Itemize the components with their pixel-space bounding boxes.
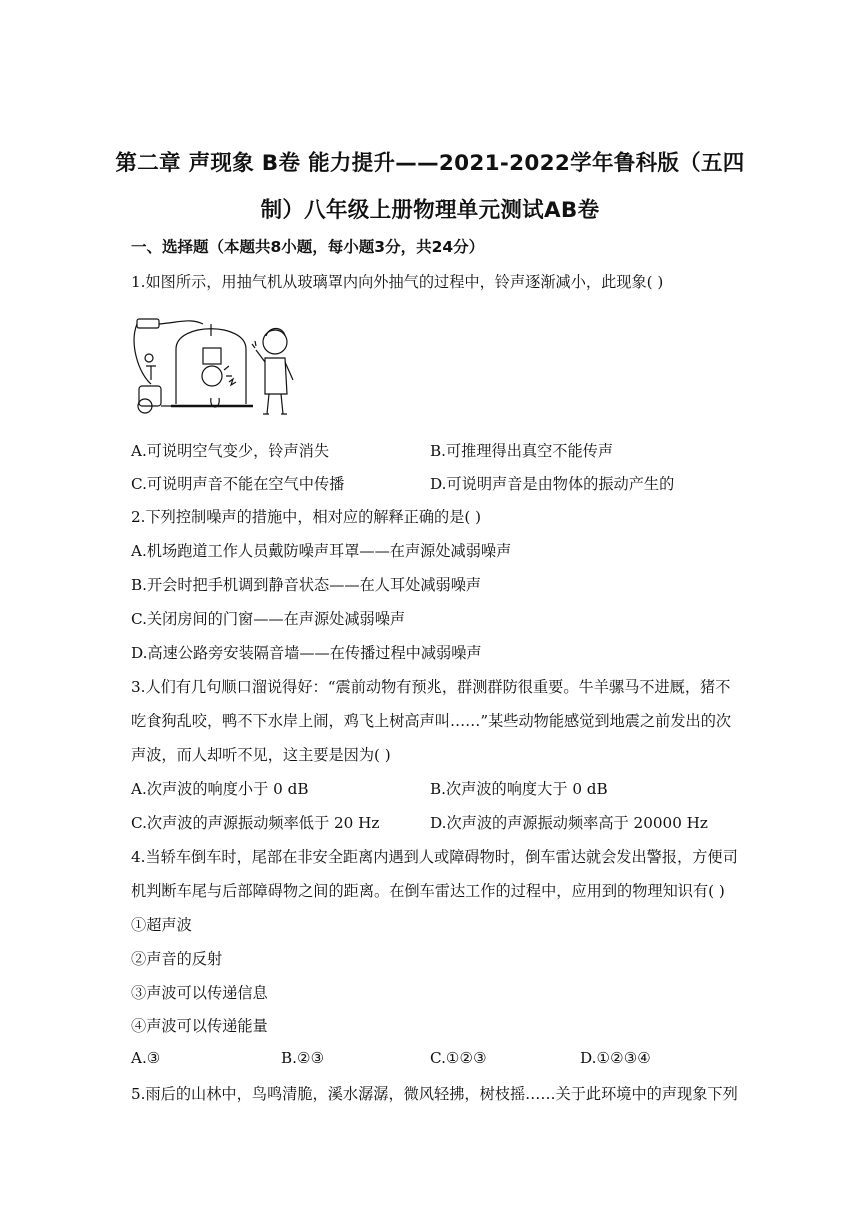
q1-option-b: B.可推理得出真空不能传声: [430, 442, 614, 460]
q2-stem: 2.下列控制噪声的措施中，相对应的解释正确的是( ): [131, 508, 482, 526]
bell-jar-experiment-figure: [131, 314, 301, 420]
q2-option-c: C.关闭房间的门窗——在声源处减弱噪声: [131, 610, 406, 628]
q4-option-d: D.①②③④: [580, 1049, 651, 1067]
q2-option-a: A.机场跑道工作人员戴防噪声耳罩——在声源处减弱噪声: [131, 542, 512, 560]
q3-option-b: B.次声波的响度大于 0 dB: [430, 780, 608, 798]
q4-option-b: B.②③: [281, 1049, 325, 1067]
section-heading: 一、选择题（本题共8小题，每小题3分，共24分）: [131, 238, 485, 256]
q1-option-c: C.可说明声音不能在空气中传播: [131, 475, 345, 493]
q4-stem-line2: 机判断车尾与后部障碍物之间的距离。在倒车雷达工作的过程中，应用到的物理知识有( ): [131, 882, 725, 900]
q4-item-2: ②声音的反射: [131, 950, 223, 968]
q3-option-a: A.次声波的响度小于 0 dB: [131, 780, 309, 798]
bell-mechanism-icon: [203, 348, 221, 364]
document-title-line1: 第二章 声现象 B卷 能力提升——2021-2022学年鲁科版（五四: [115, 151, 745, 176]
q4-item-3: ③声波可以传递信息: [131, 984, 268, 1002]
q4-stem-line1: 4.当轿车倒车时，尾部在非安全距离内遇到人或障碍物时，倒车雷达就会发出警报，方便司: [131, 848, 738, 866]
q4-option-c: C.①②③: [430, 1049, 487, 1067]
gauge-icon: [137, 319, 159, 328]
q2-option-d: D.高速公路旁安装隔音墙——在传播过程中减弱噪声: [131, 644, 482, 662]
q2-option-b: B.开会时把手机调到静音状态——在人耳处减弱噪声: [131, 576, 482, 594]
q5-stem-line1: 5.雨后的山林中，鸟鸣清脆，溪水潺潺，微风轻拂，树枝摇……关于此环境中的声现象下列: [131, 1085, 738, 1103]
q1-option-d: D.可说明声音是由物体的振动产生的: [430, 475, 675, 493]
q4-item-4: ④声波可以传递能量: [131, 1017, 268, 1035]
q4-option-a: A.③: [131, 1049, 161, 1067]
q3-stem-line3: 声波，而人却听不见，这主要是因为( ): [131, 746, 391, 764]
q3-stem-line2: 吃食狗乱咬，鸭不下水岸上闹，鸡飞上树高声叫……”某些动物能感觉到地震之前发出的次: [131, 712, 732, 730]
q4-item-1: ①超声波: [131, 916, 192, 934]
q3-option-c: C.次声波的声源振动频率低于 20 Hz: [131, 814, 380, 832]
q1-stem: 1.如图所示，用抽气机从玻璃罩内向外抽气的过程中，铃声逐渐减小，此现象( ): [131, 273, 664, 291]
q1-option-a: A.可说明空气变少，铃声消失: [131, 442, 330, 460]
q3-option-d: D.次声波的声源振动频率高于 20000 Hz: [430, 814, 708, 832]
vacuum-pump-icon: [139, 386, 161, 406]
document-title-line2: 制）八年级上册物理单元测试AB卷: [260, 198, 600, 223]
q3-stem-line1: 3.人们有几句顺口溜说得好：“震前动物有预兆，群测群防很重要。牛羊骡马不进厩，猪不: [131, 678, 731, 696]
bell-icon: [202, 366, 222, 386]
